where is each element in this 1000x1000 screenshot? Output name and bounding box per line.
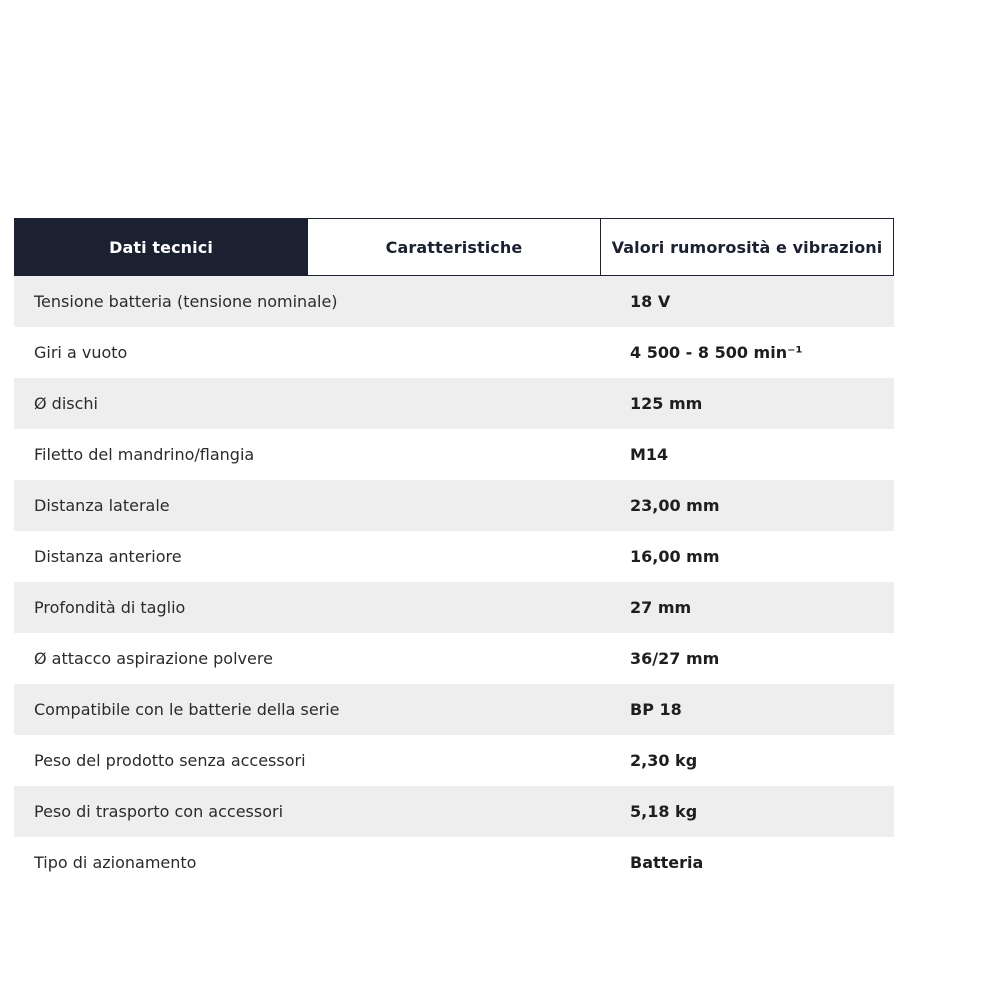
spec-label: Filetto del mandrino/flangia [34, 445, 255, 464]
tab-dati-tecnici[interactable]: Dati tecnici [14, 218, 308, 276]
spec-value: 27 mm [630, 598, 692, 617]
tab-caratteristiche[interactable]: Caratteristiche [308, 218, 601, 276]
spec-label: Ø attacco aspirazione polvere [34, 649, 273, 668]
spec-value: 125 mm [630, 394, 703, 413]
spec-value: Batteria [630, 853, 704, 872]
spec-value: 2,30 kg [630, 751, 698, 770]
spec-label: Giri a vuoto [34, 343, 128, 362]
technical-data-panel [14, 218, 894, 888]
spec-label: Profondità di taglio [34, 598, 186, 617]
spec-row-peso-prodotto [14, 735, 894, 786]
spec-row-batterie-compatibili [14, 684, 894, 735]
spec-value: 5,18 kg [630, 802, 698, 821]
spec-row-giri-a-vuoto [14, 327, 894, 378]
spec-label: Peso di trasporto con accessori [34, 802, 284, 821]
spec-label: Tipo di azionamento [34, 853, 197, 872]
spec-label: Tensione batteria (tensione nominale) [34, 292, 338, 311]
spec-row-distanza-laterale [14, 480, 894, 531]
spec-row-diametro-dischi [14, 378, 894, 429]
spec-row-profondita-taglio [14, 582, 894, 633]
spec-row-distanza-anteriore [14, 531, 894, 582]
spec-row-tipo-azionamento [14, 837, 894, 888]
spec-label: Compatibile con le batterie della serie [34, 700, 340, 719]
tab-bar [14, 218, 894, 276]
spec-label: Ø dischi [34, 394, 98, 413]
spec-label: Distanza laterale [34, 496, 170, 515]
spec-value: BP 18 [630, 700, 682, 719]
spec-row-tensione-batteria [14, 276, 894, 327]
spec-table [14, 276, 894, 888]
spec-value: 18 V [630, 292, 671, 311]
spec-label: Distanza anteriore [34, 547, 182, 566]
spec-value: 36/27 mm [630, 649, 720, 668]
spec-row-filetto-mandrino [14, 429, 894, 480]
spec-row-peso-trasporto [14, 786, 894, 837]
spec-value: 16,00 mm [630, 547, 720, 566]
spec-row-attacco-aspirazione [14, 633, 894, 684]
spec-value: 4 500 - 8 500 min⁻¹ [630, 343, 803, 362]
tab-valori-rumorosita-vibrazioni[interactable]: Valori rumorosità e vibrazioni [601, 218, 894, 276]
spec-value: 23,00 mm [630, 496, 720, 515]
spec-label: Peso del prodotto senza accessori [34, 751, 306, 770]
spec-value: M14 [630, 445, 669, 464]
